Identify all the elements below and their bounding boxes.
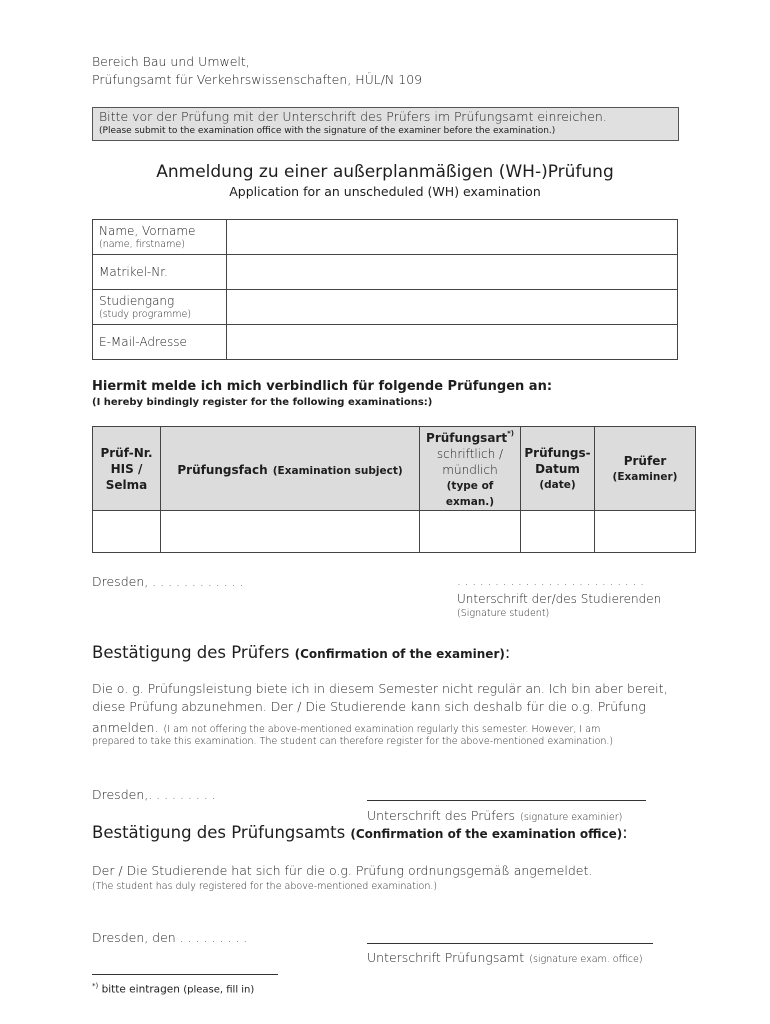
- footnote-en: (please, fill in): [183, 984, 255, 996]
- office-signature-caption: [367, 947, 643, 966]
- office-heading-en: (Confirmation of the examination office): [350, 827, 623, 841]
- col-date-en: (date): [539, 478, 576, 491]
- col-subject-en: (Examination subject): [272, 465, 403, 477]
- col-exam-type-written: schriftlich /: [436, 447, 504, 461]
- examiner-signature-en: (signature examinier): [520, 812, 623, 823]
- personal-data-table: [92, 219, 678, 360]
- exam-table: [92, 426, 696, 553]
- col-exam-number-l2: HIS /: [110, 461, 143, 476]
- exam-number-cell[interactable]: [93, 511, 161, 553]
- office-paragraph-en: (The student has duly registered for the above-mentioned examination.): [92, 881, 438, 892]
- form-subtitle: Application for an unscheduled (WH) examination: [229, 184, 541, 199]
- col-exam-number-l3: Selma: [105, 477, 148, 492]
- study-programme-label-cell: [93, 290, 227, 325]
- table-row: [93, 290, 678, 325]
- email-label-cell: [93, 325, 227, 360]
- examiner-signature-label: Unterschrift des Prüfers: [367, 808, 516, 823]
- examiner-heading-de: Bestätigung des Prüfers: [92, 643, 290, 662]
- col-examiner-en: (Examiner): [612, 470, 678, 483]
- notice-english: (Please submit to the examination office with the signature of the examiner before the examination.): [99, 126, 556, 136]
- col-date-l1: Prüfungs-: [524, 445, 591, 460]
- office-signature-label: Unterschrift Prüfungsamt: [367, 950, 525, 965]
- office-heading-de: Bestätigung des Prüfungsamts: [92, 823, 346, 842]
- examiner-paragraph-l3: [92, 717, 600, 736]
- name-sublabel: (name, firstname): [99, 239, 185, 250]
- submission-notice: [92, 107, 679, 141]
- examiner-heading-colon: :: [504, 643, 511, 662]
- student-place-date: Dresden, . . . . . . . . . . . .: [92, 574, 244, 589]
- form-title: Anmeldung zu einer außerplanmäßigen (WH-)Prüfung: [156, 162, 614, 182]
- study-programme-field[interactable]: [227, 290, 678, 325]
- col-date-l2: Datum: [535, 461, 580, 476]
- col-subject-de: Prüfungsfach: [177, 463, 268, 477]
- email-field[interactable]: [227, 325, 678, 360]
- exam-table-header: [93, 427, 696, 511]
- table-row: [93, 255, 678, 290]
- col-examiner-de: Prüfer: [623, 453, 667, 468]
- examiner-section-heading: [92, 643, 510, 662]
- footnote-divider: [92, 974, 278, 975]
- footnote-mark: *): [92, 982, 99, 990]
- footnote-text: bitte eintragen: [98, 983, 180, 996]
- office-heading-colon: :: [622, 823, 628, 842]
- office-place-date: Dresden, den . . . . . . . . .: [92, 930, 248, 945]
- subject-cell[interactable]: [161, 511, 420, 553]
- examiner-signature-caption: [367, 805, 622, 824]
- examiner-cell[interactable]: [595, 511, 696, 553]
- office-signature-line[interactable]: [367, 943, 653, 944]
- student-signature-line[interactable]: . . . . . . . . . . . . . . . . . . . . . . . . .: [457, 574, 644, 588]
- office-section-heading: [92, 823, 628, 842]
- col-exam-number: [93, 427, 161, 511]
- name-field[interactable]: [227, 220, 678, 255]
- examiner-paragraph-l3-de: anmelden.: [92, 720, 159, 735]
- footnote-marker: *): [507, 429, 514, 438]
- exam-type-cell[interactable]: [420, 511, 521, 553]
- col-exam-type-oral: mündlich: [442, 463, 498, 477]
- examiner-paragraph-l3-en: (I am not offering the above-mentioned examination regularly this semester. However, I am: [163, 724, 601, 735]
- col-exam-type: [420, 427, 521, 511]
- date-cell[interactable]: [521, 511, 595, 553]
- matriculation-field[interactable]: [227, 255, 678, 290]
- footnote: [92, 982, 254, 996]
- col-exam-number-l1: Prüf-Nr.: [100, 445, 153, 460]
- matriculation-label-cell: [93, 255, 227, 290]
- table-row: [93, 325, 678, 360]
- col-exam-type-en: (type of exman.): [445, 480, 495, 508]
- register-statement: Hiermit melde ich mich verbindlich für folgende Prüfungen an:: [92, 379, 553, 394]
- notice-german: Bitte vor der Prüfung mit der Unterschrift des Prüfers im Prüfungsamt einreichen.: [99, 109, 607, 124]
- name-label-cell: [93, 220, 227, 255]
- study-programme-sublabel: (study programme): [99, 309, 192, 320]
- office-line: Prüfungsamt für Verkehrswissenschaften, HÜL/N 109: [92, 72, 423, 87]
- department-line: Bereich Bau und Umwelt,: [92, 54, 250, 69]
- col-date: [521, 427, 595, 511]
- email-label: E-Mail-Adresse: [99, 335, 187, 349]
- examiner-heading-en: (Confirmation of the examiner): [294, 647, 505, 661]
- register-statement-en: (I hereby bindingly register for the following examinations:): [92, 397, 433, 408]
- student-signature-label: Unterschrift der/des Studierenden: [457, 592, 662, 606]
- col-subject: [161, 427, 420, 511]
- examiner-paragraph-l2: diese Prüfung abzunehmen. Der / Die Studierende kann sich deshalb für die o.g. Prüfung: [92, 699, 646, 714]
- table-row: [93, 511, 696, 553]
- student-signature-en: (Signature student): [457, 608, 550, 619]
- examiner-paragraph-l4: prepared to take this examination. The student can therefore register for the above-mentioned examination.): [92, 736, 614, 747]
- col-examiner: [595, 427, 696, 511]
- office-paragraph-de: Der / Die Studierende hat sich für die o.g. Prüfung ordnungsgemäß angemeldet.: [92, 863, 593, 878]
- col-exam-type-title: Prüfungsart: [426, 431, 508, 445]
- office-signature-en: (signature exam. office): [529, 954, 643, 965]
- matriculation-label: Matrikel-Nr.: [99, 265, 168, 279]
- examiner-signature-line[interactable]: [367, 800, 646, 801]
- study-programme-label: Studiengang: [99, 294, 175, 308]
- examiner-paragraph-l1: Die o. g. Prüfungsleistung biete ich in diesem Semester nicht regulär an. Ich bin aber bereit,: [92, 681, 668, 696]
- table-row: [93, 220, 678, 255]
- name-label: Name, Vorname: [99, 224, 196, 238]
- examiner-place-date: Dresden,. . . . . . . . .: [92, 787, 216, 802]
